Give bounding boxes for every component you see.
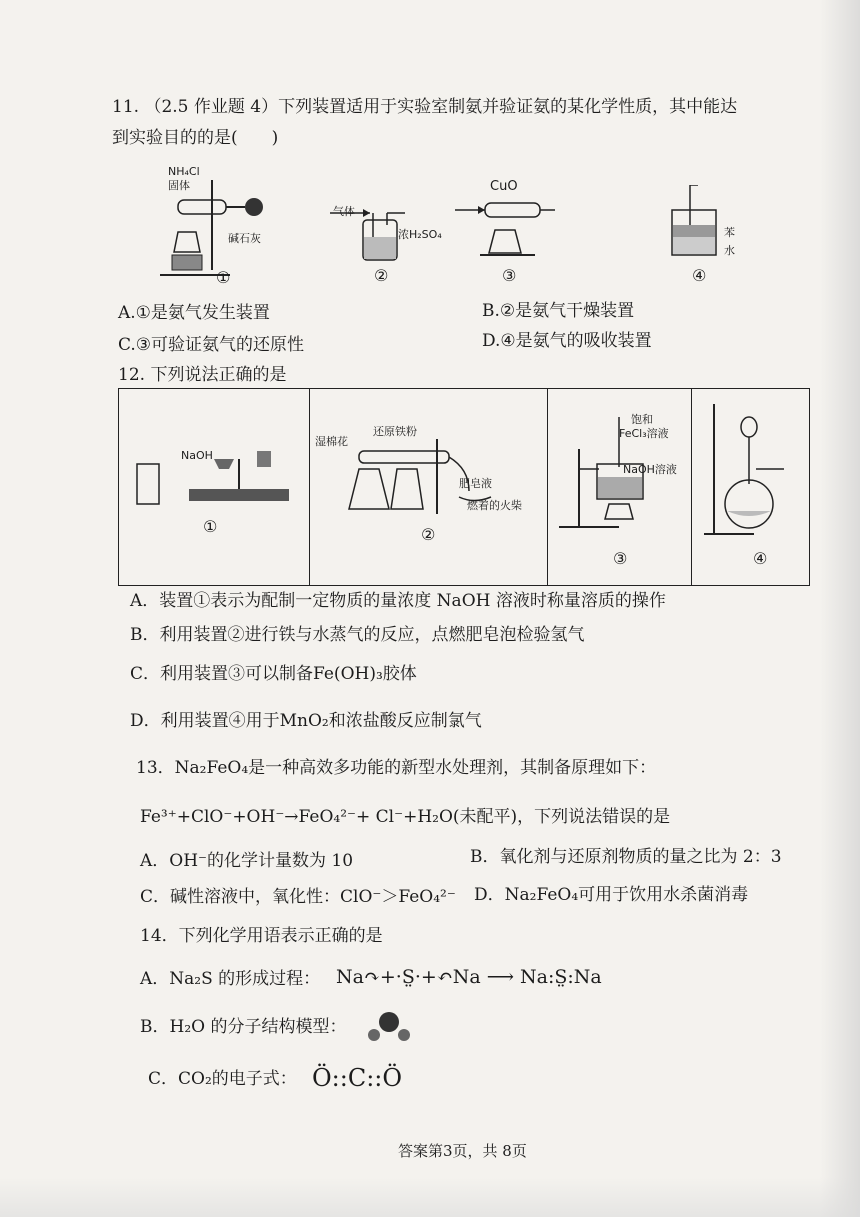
q13-option-a: A．OH⁻的化学计量数为 10 — [140, 851, 354, 871]
soda-lime-label: 碱石灰 — [228, 232, 261, 245]
balance-apparatus — [129, 439, 299, 519]
q11-fig-number-1: ① — [216, 268, 231, 287]
q14-option-b: B．H₂O 的分子结构模型： — [140, 1017, 347, 1037]
wet-cotton-label: 湿棉花 — [315, 435, 348, 448]
q11-apparatus-3 — [455, 195, 560, 265]
q12-fig-number-2: ② — [421, 525, 436, 544]
q13-option-c: C．碱性溶液中，氧化性：ClO⁻＞FeO₄²⁻ — [140, 887, 456, 907]
q12-fig-number-1: ① — [203, 517, 218, 536]
q13-option-b: B．氧化剂与还原剂物质的量之比为 2：3 — [470, 847, 782, 867]
scan-edge-shadow-bottom — [0, 1177, 860, 1217]
solid-label: 固体 — [168, 179, 190, 192]
q12-option-c: C．利用装置③可以制备Fe(OH)₃胶体 — [130, 664, 417, 684]
q14-option-c-prefix: C．CO₂的电子式： — [148, 1069, 297, 1089]
q13-equation: Fe³⁺+ClO⁻+OH⁻→FeO₄²⁻+ Cl⁻+H₂O(未配平)，下列说法错误的是 — [140, 807, 671, 827]
gas-label: 气体 — [333, 205, 355, 218]
q12-fig-number-3: ③ — [613, 549, 628, 568]
soap-label: 肥皂液 — [459, 477, 492, 490]
na2s-formation-formula: Na↷+·S̤·+↶Na ⟶ Na:S̤:Na — [336, 966, 602, 988]
saturated-label: 饱和 — [631, 413, 653, 426]
flame-label: 燃着的火柴 — [467, 499, 522, 512]
reduced-iron-label: 还原铁粉 — [373, 425, 417, 438]
q11-apparatus-4 — [668, 185, 728, 265]
q11-fig-number-2: ② — [374, 266, 389, 285]
q11-stem-line1: 11. （2.5 作业题 4）下列装置适用于实验室制氨并验证氨的某化学性质，其中能达 — [112, 97, 738, 117]
benzene-label: 苯 — [724, 226, 735, 239]
naoh-solution-label: NaOH溶液 — [623, 463, 677, 476]
q11-option-c: C.③可验证氨气的还原性 — [118, 335, 305, 355]
q12-figure-box — [118, 388, 810, 586]
page-footer: 答案第3页，共 8页 — [398, 1142, 527, 1160]
q11-option-d: D.④是氨气的吸收装置 — [482, 331, 652, 351]
chlorine-apparatus — [704, 399, 804, 539]
cuo-label: CuO — [490, 179, 518, 194]
co2-electron-formula: Ö::C::Ö — [312, 1064, 403, 1092]
q12-option-b: B．利用装置②进行铁与水蒸气的反应，点燃肥皂泡检验氢气 — [130, 625, 585, 645]
q11-option-b: B.②是氨气干燥装置 — [482, 301, 635, 321]
fecl3-label: FeCl₃溶液 — [619, 427, 669, 440]
q11-fig-number-3: ③ — [502, 266, 517, 285]
q12-stem: 12. 下列说法正确的是 — [118, 365, 287, 385]
water-label: 水 — [724, 244, 735, 257]
q13-option-d: D．Na₂FeO₄可用于饮用水杀菌消毒 — [474, 885, 749, 905]
q12-option-d: D．利用装置④用于MnO₂和浓盐酸反应制氯气 — [130, 711, 482, 731]
q11-fig-number-4: ④ — [692, 266, 707, 285]
q12-fig-number-4: ④ — [753, 549, 768, 568]
nh4cl-label: NH₄Cl — [168, 165, 200, 178]
h2o-molecule-model — [366, 1010, 412, 1044]
q14-option-a-prefix: A．Na₂S 的形成过程： — [140, 969, 321, 989]
scan-edge-shadow-right — [820, 0, 860, 1217]
q11-option-a: A.①是氨气发生装置 — [118, 303, 270, 323]
q11-stem-line2: 到实验目的的是( ) — [112, 128, 279, 148]
h2so4-label: 浓H₂SO₄ — [398, 228, 442, 241]
q12-option-a: A．装置①表示为配制一定物质的量浓度 NaOH 溶液时称量溶质的操作 — [130, 591, 666, 611]
q14-stem: 14．下列化学用语表示正确的是 — [140, 926, 383, 946]
q13-stem: 13．Na₂FeO₄是一种高效多功能的新型水处理剂，其制备原理如下： — [136, 758, 657, 778]
naoh-label: NaOH — [181, 449, 213, 462]
